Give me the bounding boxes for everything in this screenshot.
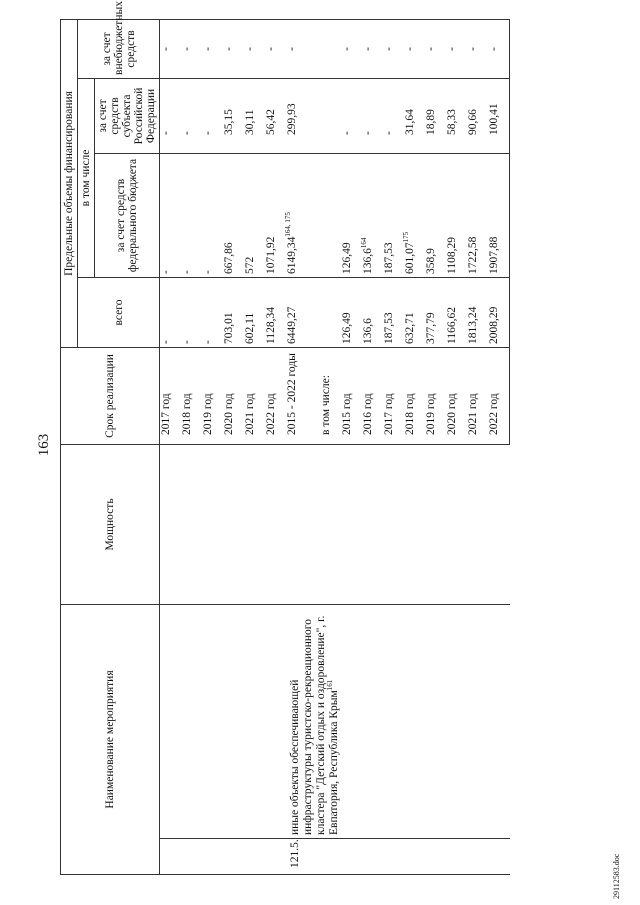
header-term: Срок реализации: [61, 347, 160, 444]
federal-cell: [362, 153, 383, 277]
total-cell: 1128,34: [265, 277, 286, 347]
extra-cell: -: [488, 19, 510, 78]
term-cell: 2017 год: [383, 347, 404, 444]
regional-cell: 90,66: [467, 78, 488, 153]
federal-cell: -: [160, 153, 182, 277]
extra-cell: -: [425, 19, 446, 78]
extra-cell: -: [181, 19, 202, 78]
regional-cell: 18,89: [425, 78, 446, 153]
regional-cell: -: [362, 78, 383, 153]
federal-value: 136,6: [362, 248, 374, 274]
extra-cell: -: [383, 19, 404, 78]
term-cell: 2021 год: [467, 347, 488, 444]
federal-value: 1907,88: [488, 236, 500, 274]
federal-cell: [341, 153, 362, 277]
total-cell: 703,01: [223, 277, 244, 347]
total-cell: -: [181, 277, 202, 347]
total-cell: 6449,27: [286, 277, 320, 347]
regional-cell: 100,41: [488, 78, 510, 153]
item-capacity: [286, 444, 510, 604]
federal-value: 126,49: [341, 242, 353, 274]
extra-cell: -: [467, 19, 488, 78]
term-cell: 2018 год: [181, 347, 202, 444]
including-label: в том числе:: [320, 347, 341, 444]
federal-cell: -: [181, 153, 202, 277]
extra-cell: -: [202, 19, 223, 78]
total-cell: -: [202, 277, 223, 347]
item-name-footnote: 161: [326, 679, 335, 691]
federal-cell: 1071,92: [265, 153, 286, 277]
header-financing: Предельные объемы финансирования: [61, 19, 78, 347]
total-cell: 377,79: [425, 277, 446, 347]
header-extra: за счет внебюджетных средств: [78, 19, 160, 78]
federal-footnote: 164, 175: [284, 212, 293, 237]
federal-value: 6149,34: [286, 236, 298, 274]
page-number: 163: [36, 433, 52, 457]
regional-cell: 31,64: [404, 78, 425, 153]
regional-cell: 35,15: [223, 78, 244, 153]
table-row: [265, 19, 286, 874]
federal-value: 358,9: [425, 248, 437, 274]
federal-cell: -: [202, 153, 223, 277]
extra-cell: -: [223, 19, 244, 78]
regional-cell: 56,42: [265, 78, 286, 153]
term-cell: 2018 год: [404, 347, 425, 444]
extra-cell: -: [362, 19, 383, 78]
federal-cell: [404, 153, 425, 277]
federal-cell: 572: [244, 153, 265, 277]
header-capacity: Мощность: [61, 444, 160, 604]
federal-cell: [286, 153, 320, 277]
federal-cell: 667,86: [223, 153, 244, 277]
term-cell: 2015 год: [341, 347, 362, 444]
extra-cell: -: [404, 19, 425, 78]
table-row: [244, 19, 265, 874]
table-row: [223, 19, 244, 874]
total-cell: 187,53: [383, 277, 404, 347]
extra-cell: -: [286, 19, 320, 78]
regional-cell: 58,33: [446, 78, 467, 153]
regional-cell: -: [341, 78, 362, 153]
extra-cell: -: [265, 19, 286, 78]
term-cell: 2020 год: [223, 347, 244, 444]
federal-cell: [467, 153, 488, 277]
federal-value: 1722,58: [467, 236, 479, 274]
total-cell: 136,6: [362, 277, 383, 347]
financing-table-container: [60, 1, 590, 875]
term-cell: 2015 - 2022 годы: [286, 347, 320, 444]
term-cell: 2019 год: [202, 347, 223, 444]
header-federal: за счет средств федерального бюджета: [95, 153, 160, 277]
item-name: [286, 604, 510, 838]
federal-cell: [383, 153, 404, 277]
table-row: [202, 19, 223, 874]
total-cell: 2008,29: [488, 277, 510, 347]
total-cell: 632,71: [404, 277, 425, 347]
regional-cell: -: [202, 78, 223, 153]
term-cell: 2019 год: [425, 347, 446, 444]
regional-cell: 299,93: [286, 78, 320, 153]
extra-cell: -: [446, 19, 467, 78]
term-cell: 2021 год: [244, 347, 265, 444]
total-cell: -: [160, 277, 182, 347]
header-regional: за счет средств субъекта Российской Федерации: [95, 78, 160, 153]
federal-cell: [446, 153, 467, 277]
regional-cell: -: [181, 78, 202, 153]
federal-footnote: 175: [402, 231, 411, 243]
financing-table: [60, 1, 510, 875]
term-cell: 2022 год: [488, 347, 510, 444]
term-cell: 2020 год: [446, 347, 467, 444]
table-row: [160, 19, 182, 874]
table-row: [181, 19, 202, 874]
extra-cell: -: [244, 19, 265, 78]
item-name-text: иные объекты обеспечивающей инфраструктуры туристско-рекреационного кластера "Детский отдых и оздоровление", г. Евпатория, Республика Крым: [289, 615, 340, 835]
extra-cell: -: [160, 19, 182, 78]
item-summary-row: [286, 19, 320, 874]
term-cell: 2017 год: [160, 347, 182, 444]
total-cell: 1813,24: [467, 277, 488, 347]
federal-cell: [488, 153, 510, 277]
regional-cell: 30,11: [244, 78, 265, 153]
total-cell: 126,49: [341, 277, 362, 347]
federal-footnote: 164: [360, 237, 369, 249]
item-number: 121.5.: [286, 839, 510, 875]
header-including: в том числе: [78, 78, 95, 277]
total-cell: 1166,62: [446, 277, 467, 347]
header-name: Наименование мероприятия: [61, 604, 160, 874]
federal-cell: [425, 153, 446, 277]
federal-value: 187,53: [383, 242, 395, 274]
total-cell: 602,11: [244, 277, 265, 347]
regional-cell: -: [383, 78, 404, 153]
federal-value: 601,07: [404, 242, 416, 274]
header-total: всего: [78, 277, 160, 347]
term-cell: 2022 год: [265, 347, 286, 444]
federal-value: 1108,29: [446, 237, 458, 274]
regional-cell: -: [160, 78, 182, 153]
extra-cell: -: [341, 19, 362, 78]
footer-filename: 29112583.doc: [612, 853, 621, 899]
term-cell: 2016 год: [362, 347, 383, 444]
